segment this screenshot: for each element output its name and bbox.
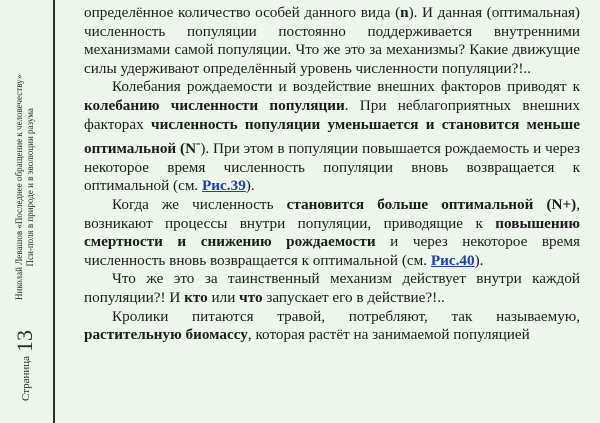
- text: Когда же численность: [112, 196, 287, 213]
- paragraph-1: [84, 4, 580, 78]
- bold-text: n: [400, 4, 409, 21]
- figure-link-39[interactable]: Рис.39: [202, 177, 246, 195]
- bold-text: становится больше оптимальной (N+): [286, 196, 577, 213]
- sidebar-rotated: [0, 1, 50, 421]
- bold-text: что: [239, 288, 263, 306]
- text: запускает его в действие?!..: [262, 288, 445, 306]
- page-number: 13: [12, 329, 37, 352]
- text: ). И данная (оптимальная) численность популяции постоянно поддерживается внутренними механизмами самой популяции. Что же это за механизмы? Какие движущие силы удерживают определённый уровень численности популяции?!..: [84, 4, 580, 77]
- bold-text: повышению смертности и снижению рождаемости: [84, 214, 580, 251]
- book-author-title: Николай Левашов «Последнее обращение к человечеству»: [14, 74, 24, 300]
- book-chapter-title: Пси-поля в природе и в эволюции разума: [25, 108, 35, 267]
- page-content: [84, 4, 580, 345]
- text: Что же это за таинственный механизм действует внутри каждой популяции?! И: [84, 270, 580, 306]
- bold-text: колебанию численности популяции: [84, 96, 345, 114]
- text: ).: [245, 177, 255, 195]
- book-info: [14, 75, 36, 300]
- text: или: [207, 288, 240, 306]
- text: . При неблагоприятных внешних факторах: [84, 96, 580, 133]
- text: определённое количество особей данного вида (: [84, 4, 401, 21]
- minus-superscript: -: [196, 136, 201, 151]
- bold-text: численность популяции уменьшается и становится меньше оптимальной (N: [84, 115, 580, 158]
- paragraph-2: [84, 78, 580, 196]
- text: ).: [474, 251, 484, 269]
- page-label: Страница: [20, 355, 32, 401]
- paragraph-5: [84, 308, 580, 345]
- page-number-label: [12, 330, 38, 401]
- text: ). При этом в популяции повышается рождаемость и через некоторое время численность популяции вновь возвращается к оптимальной (см.: [84, 140, 580, 195]
- text: , возникают процессы внутри популяции, приводящие к: [84, 196, 580, 232]
- paragraph-4: [84, 270, 580, 307]
- figure-link-40[interactable]: Рис.40: [430, 251, 475, 269]
- bold-text: растительную биомассу: [84, 326, 248, 344]
- sidebar-divider: [53, 0, 55, 423]
- text: Колебания рождаемости и воздействие внешних факторов приводят к: [112, 78, 580, 96]
- text: , которая растёт на занимаемой популяцией: [247, 326, 530, 344]
- bold-text: кто: [184, 288, 208, 306]
- text: и через некоторое время численность вновь возвращается к оптимальной (см.: [84, 233, 580, 269]
- paragraph-3: [84, 196, 580, 270]
- text: Кролики питаются травой, потребляют, так называемую,: [112, 307, 580, 325]
- page-sidebar: [0, 0, 50, 423]
